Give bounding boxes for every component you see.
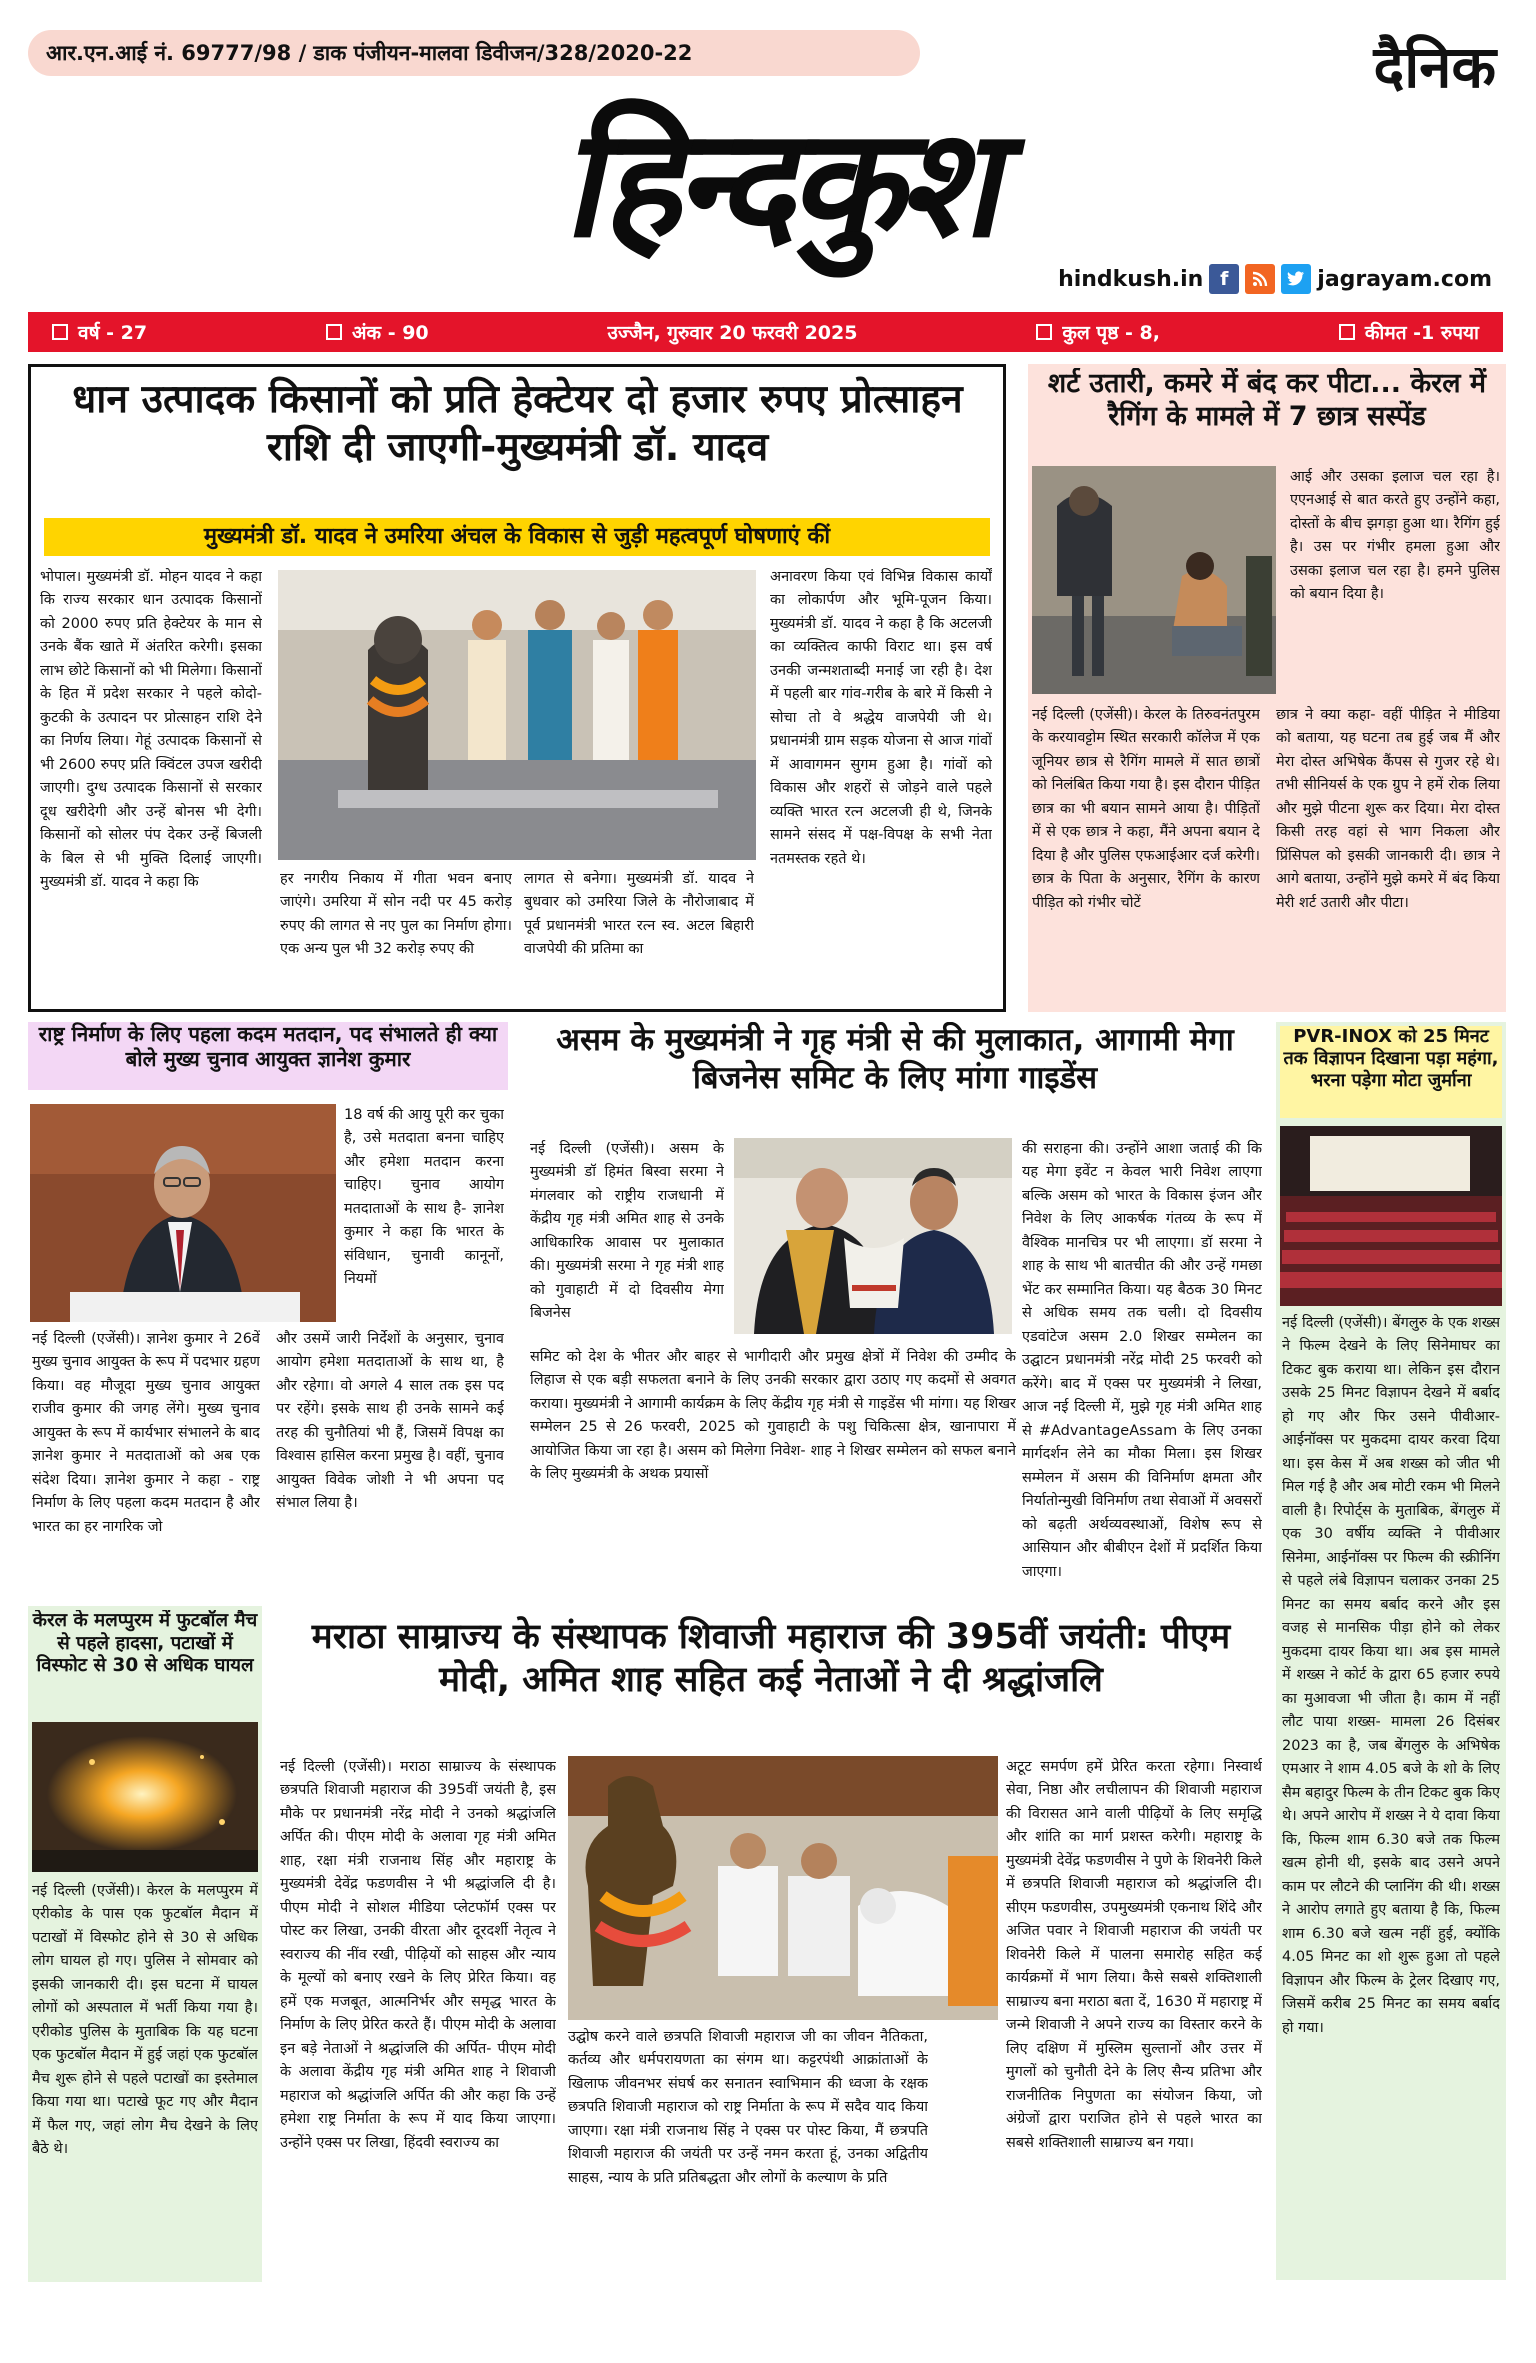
ragging-headline[interactable]: शर्ट उतारी, कमरे में बंद कर पीटा... केरल में रैगिंग के मामले में 7 छात्र सस्पेंड bbox=[1047, 368, 1487, 432]
shivaji-column-2: उद्घोष करने वाले छत्रपति शिवाजी महाराज जी का जीवन नैतिकता, कर्तव्य और धर्मपरायणता का संगम था। कट्टरपंथी आक्रांताओं के खिलाफ जीवनभर संघर्ष कर सनातन स्वाभिमान की ध्वजा के रक्षक छत्रपति शिवाजी महाराज को राष्ट्र निर्माता के रूप में सदैव याद किया जाएगा। रक्षा मंत्री राजनाथ सिंह ने एक्स पर पोस्ट किया, मैं छत्रपति शिवाजी महाराज की जयंती पर उन्हें नमन करता हूं, उनका अद्वितीय साहस, न्याय के प्रति प्रतिबद्धता और लोगों के कल्याण के प्रति bbox=[568, 2029, 928, 2186]
assam-column-1: नई दिल्ली (एजेंसी)। असम के मुख्यमंत्री डॉ हिमंत बिस्वा सरमा ने मंगलवार को राष्ट्रीय राजधानी में केंद्रीय गृह मंत्री अमित शाह से उनके आधिकारिक आवास पर मुलाकात की। मुख्यमंत्री सरमा ने गृह मंत्री शाह को गुवाहाटी में दो दिवसीय मेगा बिजनेस bbox=[530, 1141, 724, 1322]
assam-photo bbox=[734, 1138, 1012, 1334]
site-jagrayam[interactable]: jagrayam.com bbox=[1317, 266, 1492, 292]
eci-side-column: 18 वर्ष की आयु पूरी कर चुका है, उसे मतदाता बनना चाहिए और हमेशा मतदान करना चाहिए। चुनाव आयोग मतदाताओं के साथ है- ज्ञानेश कुमार ने कहा कि भारत के संविधान, चुनावी कानूनों, नियमों bbox=[344, 1107, 504, 1288]
lead-subhead: मुख्यमंत्री डॉ. यादव ने उमरिया अंचल के विकास से जुड़ी महत्वपूर्ण घोषणाएं कीं bbox=[44, 518, 990, 556]
website-links bbox=[1058, 262, 1492, 296]
assam-column-3: की सराहना की। उन्होंने आशा जताई की कि यह मेगा इवेंट न केवल भारी निवेश लाएगा बल्कि असम को भारत के विकास इंजन और निवेश के लिए आकर्षक गंतव्य के रूप में वैश्विक मानचित्र पर भी लाएगा। डॉ सरमा ने शाह के साथ भी बातचीत की और उन्हें गमछा भेंट कर सम्मानित किया। यह बैठक 30 मिनट से अधिक समय तक चली। दो दिवसीय एडवांटेज असम 2.0 शिखर सम्मेलन का उद्घाटन प्रधानमंत्री नरेंद्र मोदी 25 फरवरी को करेंगे। बाद में एक्स पर मुख्यमंत्री ने लिखा, आज नई दिल्ली में, मुझे गृह मंत्री अमित शाह से #AdvantageAssam के लिए उनका मार्गदर्शन लेने का मौका मिला। इस शिखर सम्मेलन में असम की विनिर्माण क्षमता और निर्यातोन्मुखी विनिर्माण तथा सेवाओं में अवसरों को बढ़ती अर्थव्यवस्थाओं, विशेष रूप से आसियान और बीबीएन देशों में प्रदर्शित किया जाएगा। bbox=[1022, 1141, 1262, 1580]
ragging-column-1: नई दिल्ली (एजेंसी)। केरल के तिरुवनंतपुरम के करयावट्टोम स्थित सरकारी कॉलेज में एक जूनियर छात्र से रैगिंग मामले में सात छात्रों को निलंबित किया गया है। इस दौरान पीड़ित छात्र का भी बयान सामने आया है। पीड़ितों में से एक छात्र ने कहा, मैंने अपना बयान दे दिया है और पुलिस एफआईआर दर्ज करेगी। छात्र के पिता के अनुसार, रैगिंग के कारण पीड़ित को गंभीर चोटें bbox=[1032, 707, 1260, 911]
checkbox-icon bbox=[1339, 324, 1355, 340]
assam-column-2: समिट को देश के भीतर और बाहर से भागीदारी और प्रमुख क्षेत्रों में निवेश की उम्मीद के लिहाज से एक बड़ी सफलता बनाने के लिए उनकी सरकार द्वारा उठाए गए कदमों से अवगत कराया। मुख्यमंत्री ने आगामी कार्यक्रम के लिए केंद्रीय गृह मंत्री से गाइडेंस भी मांगा। यह शिखर सम्मेलन 25 से 26 फरवरी, 2025 को गुवाहाटी के पशु चिकित्सा क्षेत्र, खानापारा में आयोजित किया जा रहा है। असम को मिलेगा निवेश- शाह ने शिखर सम्मेलन को सफल बनाने के लिए मुख्यमंत्री के अथक प्रयासों bbox=[530, 1349, 1016, 1483]
kerala-headline[interactable]: केरल के मलप्पुरम में फुटबॉल मैच से पहले हादसा, पटाखों में विस्फोट से 30 से अधिक घायल bbox=[32, 1610, 258, 1677]
dainik-label: दैनिक bbox=[1373, 33, 1496, 101]
checkbox-icon bbox=[1036, 324, 1052, 340]
ragging-side-column: आई और उसका इलाज चल रहा है। एएनआई से बात करते हुए उन्होंने कहा, दोस्तों के बीच झगड़ा हुआ था। रैगिंग हुई है। उस पर गंभीर हमला हुआ और उसका इलाज चल रहा है। हमने पुलिस को बयान दिया है। bbox=[1290, 469, 1500, 603]
lead-column-1: भोपाल। मुख्यमंत्री डॉ. मोहन यादव ने कहा कि राज्य सरकार धान उत्पादक किसानों को 2000 रुपए प्रति हेक्टेयर के मान से उनके बैंक खाते में अंतरित करेगी। इसका लाभ छोटे किसानों को भी मिलेगा। किसानों के हित में प्रदेश सरकार ने पहले कोदो-कुटकी के उत्पादन पर प्रोत्साहन राशि देने का निर्णय लिया। गेहूं उत्पादक किसानों से भी 2600 रुपए प्रति क्विंटल उपज खरीदी जाएगी। दुग्ध उत्पादक किसानों से सरकार दूध खरीदेगी और उन्हें बोनस भी देगी। किसानों को सोलर पंप देकर उन्हें बिजली के बिल से भी मुक्ति दिलाई जाएगी। मुख्यमंत्री डॉ. यादव ने कहा कि bbox=[40, 569, 262, 891]
checkbox-icon bbox=[52, 324, 68, 340]
cinema-hall-photo bbox=[1280, 1126, 1502, 1306]
shivaji-headline[interactable]: मराठा साम्राज्य के संस्थापक शिवाजी महाराज की 395वीं जयंती: पीएम मोदी, अमित शाह सहित कई नेताओं ने दी श्रद्धांजलि bbox=[311, 1617, 1231, 1700]
dateline: उज्जैन, गुरुवार 20 फरवरी 2025 bbox=[607, 322, 858, 344]
newspaper-title: हिन्दकुश bbox=[555, 95, 1025, 271]
registration-strip: आर.एन.आई नं. 69777/98 / डाक पंजीयन-मालवा डिवीजन/328/2020-22 bbox=[28, 30, 920, 76]
pvr-headline[interactable]: PVR-INOX को 25 मिनट तक विज्ञापन दिखाना पड़ा महंगा, भरना पड़ेगा मोटा जुर्माना bbox=[1283, 1026, 1499, 1091]
shivaji-tribute-photo bbox=[568, 1756, 998, 2020]
price-item: कीमत -1 रुपया bbox=[1339, 319, 1479, 345]
facebook-icon[interactable]: f bbox=[1209, 264, 1239, 294]
explosion-photo bbox=[32, 1722, 258, 1872]
eci-column-2: और उसमें जारी निर्देशों के अनुसार, चुनाव आयोग हमेशा मतदाताओं के साथ था, है और रहेगा। वो अगले 4 साल तक इस पद पर रहेंगे। इसके साथ ही उनके सामने कई तरह की चुनौतियां भी हैं, जिसमें विपक्ष का विश्वास हासिल करना प्रमुख है। वहीं, चुनाव आयुक्त विवेक जोशी ने भी अपना पद संभाल लिया है। bbox=[276, 1331, 504, 1512]
lead-column-4: अनावरण किया एवं विभिन्न विकास कार्यों का लोकार्पण और भूमि-पूजन किया। मुख्यमंत्री डॉ. यादव ने कहा है कि अटलजी का व्यक्तित्व काफी विराट था। इस वर्ष उनकी जन्मशताब्दी मनाई जा रही है। देश में पहली बार गांव-गरीब के बारे में किसी ने सोचा तो वे श्रद्धेय वाजपेयी जी थे। प्रधानमंत्री ग्राम सड़क योजना से आज गांवों में आवागमन सुगम हुआ है। गांवों को विकास और शहरों से जोड़ने वाले पहले व्यक्ति भारत रत्न अटलजी ही थे, जिनके सामने संसद में पक्ष-विपक्ष के सभी नेता नतमस्तक रहते थे। bbox=[770, 569, 992, 867]
rss-icon[interactable] bbox=[1245, 264, 1275, 294]
atal-statue-photo bbox=[278, 570, 756, 860]
ragging-column-2: छात्र ने क्या कहा- वहीं पीड़ित ने मीडिया को बताया, यह घटना तब हुई जब मैं और मेरा दोस्त अभिषेक कैंपस से गुजर रहे थे। तभी सीनियर्स के एक ग्रुप ने हमें रोक लिया और मुझे पीटना शुरू कर दिया। मेरा दोस्त किसी तरह वहां से भाग निकला और प्रिंसिपल को इसकी जानकारी दी। छात्र ने आगे बताया, उन्होंने मुझे कमरे में बंद किया मेरी शर्ट उतारी और पीटा। bbox=[1276, 707, 1500, 911]
year-item: वर्ष - 27 bbox=[52, 319, 147, 345]
pvr-body: नई दिल्ली (एजेंसी)। बेंगलुरु के एक शख्स ने फिल्म देखने के लिए सिनेमाघर का टिकट बुक कराया था। लेकिन इस दौरान उसके 25 मिनट विज्ञापन देखने में बर्बाद हो गए और फिर उसने पीवीआर-आईनॉक्स पर मुकदमा दायर करवा दिया था। इस केस में अब शख्स को जीत भी मिल गई है और अब मोटी रकम भी मिलने वाली है। रिपोर्ट्स के मुताबिक, बेंगलुरु में एक 30 वर्षीय व्यक्ति ने पीवीआर सिनेमा, आईनॉक्स पर फिल्म की स्क्रीनिंग से पहले लंबे विज्ञापन चलाकर उनका 25 मिनट का समय बर्बाद करने और इस वजह से मानसिक पीड़ा होने को लेकर मुकदमा दायर किया था। अब इस मामले में शख्स ने कोर्ट के द्वारा 65 हजार रुपये का मुआवजा भी जीता है। काम में नहीं लौट पाया शख्स- मामला 26 दिसंबर 2023 का है, जब बेंगलुरु के अभिषेक एमआर ने शाम 4.05 बजे के शो के लिए सैम बहादुर फिल्म के तीन टिकट बुक किए थे। अपने आरोप में शख्स ने ये दावा किया कि, फिल्म शाम 6.30 बजे तक फिल्म खत्म होनी थी, इसके बाद उसने अपने काम पर लौटने की प्लानिंग की थी। शख्स ने आरोप लगाते हुए बताया है कि, फिल्म शाम 6.30 बजे खत्म नहीं हुई, क्योंकि 4.05 मिनट का शो शुरू हुआ तो पहले विज्ञापन और फिल्म के ट्रेलर दिखाए गए, जिसमें करीब 25 मिनट का समय बर्बाद हो गया। bbox=[1282, 1315, 1500, 2036]
pages-item: कुल पृष्ठ - 8, bbox=[1036, 319, 1160, 345]
eci-column-1: नई दिल्ली (एजेंसी)। ज्ञानेश कुमार ने 26वें मुख्य चुनाव आयुक्त के रूप में पदभार ग्रहण किया। वह मौजूदा मुख्य चुनाव आयुक्त राजीव कुमार की जगह लेंगे। मुख्य चुनाव आयुक्त के रूप में कार्यभार संभालने के बाद ज्ञानेश कुमार ने मतदाताओं को अब एक संदेश दिया। ज्ञानेश कुमार ने कहा - राष्ट्र निर्माण के लिए पहला कदम मतदान है और भारत का हर नागरिक जो bbox=[32, 1331, 260, 1535]
eci-photo bbox=[30, 1104, 336, 1322]
lead-headline[interactable]: धान उत्पादक किसानों को प्रति हेक्टेयर दो हजार रुपए प्रोत्साहन राशि दी जाएगी-मुख्यमंत्री डॉ. यादव bbox=[72, 377, 963, 470]
twitter-icon[interactable] bbox=[1281, 264, 1311, 294]
site-hindkush[interactable]: hindkush.in bbox=[1058, 266, 1204, 292]
ragging-photo bbox=[1032, 466, 1276, 694]
issue-info-bar bbox=[28, 312, 1503, 352]
issue-item: अंक - 90 bbox=[326, 319, 429, 345]
shivaji-column-1: नई दिल्ली (एजेंसी)। मराठा साम्राज्य के संस्थापक छत्रपति शिवाजी महाराज की 395वीं जयंती है, इस मौके पर प्रधानमंत्री नरेंद्र मोदी ने उनको श्रद्धांजलि अर्पित की। पीएम मोदी के अलावा गृह मंत्री अमित शाह, रक्षा मंत्री राजनाथ सिंह और महाराष्ट्र के मुख्यमंत्री देवेंद्र फडणवीस ने भी श्रद्धांजलि दी है। पीएम मोदी ने सोशल मीडिया प्लेटफॉर्म एक्स पर पोस्ट कर लिखा, उनकी वीरता और दूरदर्शी नेतृत्व ने स्वराज्य की नींव रखी, पीढ़ियों को साहस और न्याय के मूल्यों को बनाए रखने के लिए प्रेरित किया। वह हमें एक मजबूत, आत्मनिर्भर और समृद्ध भारत के निर्माण के लिए प्रेरित करते हैं। पीएम मोदी के अलावा इन बड़े नेताओं ने श्रद्धांजलि की अर्पित- पीएम मोदी के अलावा केंद्रीय गृह मंत्री अमित शाह ने शिवाजी महाराज को श्रद्धांजलि अर्पित की और कहा कि उन्हें हमेशा राष्ट्र निर्माता के रूप में याद किया जाएगा। उन्होंने एक्स पर लिखा, हिंदवी स्वराज्य का bbox=[280, 1759, 556, 2151]
lead-column-3: लागत से बनेगा। मुख्यमंत्री डॉ. यादव ने बुधवार को उमरिया जिले के नौरोजाबाद में पूर्व प्रधानमंत्री भारत रत्न स्व. अटल बिहारी वाजपेयी की प्रतिमा का bbox=[524, 871, 754, 958]
checkbox-icon bbox=[326, 324, 342, 340]
shivaji-column-3: अटूट समर्पण हमें प्रेरित करता रहेगा। निस्वार्थ सेवा, निष्ठा और लचीलापन की शिवाजी महाराज की विरासत आने वाली पीढ़ियों के लिए समृद्धि और शांति का मार्ग प्रशस्त करेगी। महाराष्ट्र के मुख्यमंत्री देवेंद्र फडणवीस ने पुणे के शिवनेरी किले में छत्रपति शिवाजी महाराज को श्रद्धांजलि दी। सीएम फडणवीस, उपमुख्यमंत्री एकनाथ शिंदे और अजित पवार ने शिवाजी महाराज की जयंती पर शिवनेरी किले में पालना समारोह सहित कई कार्यक्रमों में भाग लिया। कैसे सबसे शक्तिशाली साम्राज्य बना मराठा बता दें, 1630 में महाराष्ट्र में जन्मे शिवाजी ने अपने राज्य का विस्तार करने के लिए दक्षिण में मुस्लिम सुल्तानों और उत्तर में मुगलों को चुनौती देने के लिए सैन्य प्रतिभा और राजनीतिक निपुणता का संयोजन किया, जो अंग्रेजों द्वारा पराजित होने से पहले भारत का सबसे शक्तिशाली साम्राज्य बन गया। bbox=[1006, 1759, 1262, 2151]
eci-headline[interactable]: राष्ट्र निर्माण के लिए पहला कदम मतदान, पद संभालते ही क्या बोले मुख्य चुनाव आयुक्त ज्ञानेश कुमार bbox=[38, 1022, 498, 1071]
lead-column-2: हर नगरीय निकाय में गीता भवन बनाए जाएंगे। उमरिया में सोन नदी पर 45 करोड़ रुपए की लागत से नए पुल का निर्माण होगा। एक अन्य पुल भी 32 करोड़ रुपए की bbox=[280, 871, 512, 958]
assam-headline[interactable]: असम के मुख्यमंत्री ने गृह मंत्री से की मुलाकात, आगामी मेगा बिजनेस समिट के लिए मांगा गाइडेंस bbox=[556, 1022, 1234, 1096]
kerala-body: नई दिल्ली (एजेंसी)। केरल के मलप्पुरम में एरीकोड के पास एक फुटबॉल मैदान में पटाखों में विस्फोट होने से 30 से अधिक लोग घायल हो गए। पुलिस ने सोमवार को इसकी जानकारी दी। इस घटना में घायल लोगों को अस्पताल में भर्ती किया गया है। एरीकोड पुलिस के मुताबिक कि यह घटना एक फुटबॉल मैदान में हुई जहां एक फुटबॉल मैच शुरू होने से पहले पटाखों का इस्तेमाल किया गया था। पटाखे फूट गए और मैदान में फैल गए, जहां लोग मैच देखने के लिए बैठे थे। bbox=[32, 1883, 258, 2158]
